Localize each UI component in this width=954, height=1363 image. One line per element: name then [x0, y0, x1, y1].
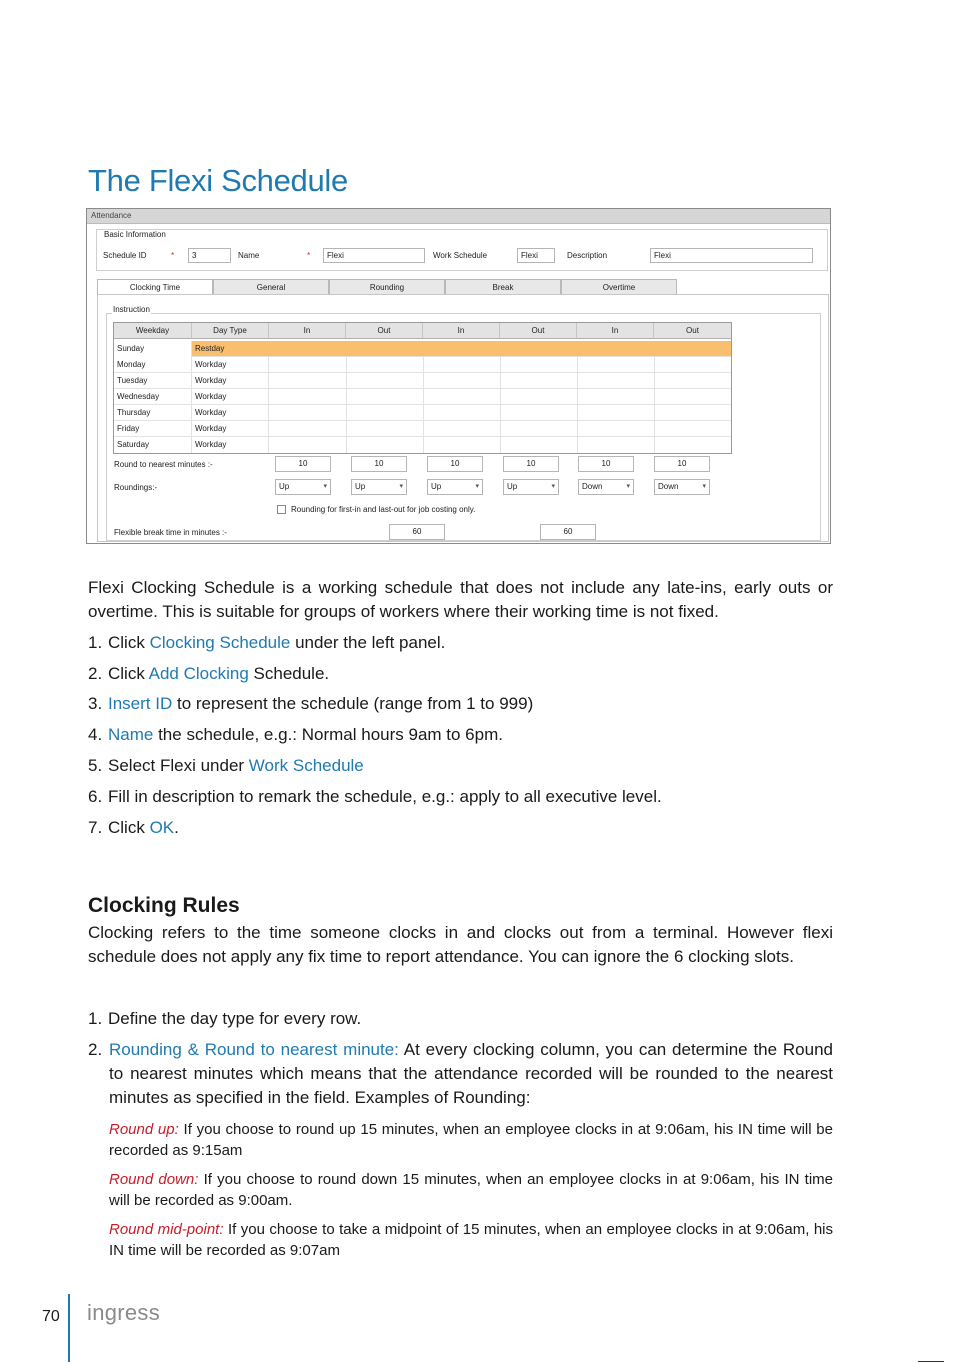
chevron-down-icon: ▾ — [399, 483, 403, 490]
list-number: 6. — [88, 787, 103, 806]
example-text: If you choose to take a midpoint of 15 minutes, when an employee clocks in at 9:06am, his IN time will be recorded as 9:07am — [109, 1221, 833, 1259]
rounding-value: Down — [658, 482, 679, 491]
daytype-cell[interactable]: Workday — [192, 373, 269, 389]
weekday-cell: Sunday — [114, 341, 192, 357]
footer-divider — [68, 1294, 70, 1362]
rounding-value: Up — [355, 482, 366, 491]
rounding-select[interactable] — [503, 479, 559, 495]
weekday-cell: Saturday — [114, 437, 192, 453]
example-label: Round mid-point: — [109, 1221, 224, 1238]
tab-overtime[interactable]: Overtime — [561, 279, 677, 295]
column-header[interactable]: In — [269, 323, 346, 339]
example-round-down — [109, 1169, 833, 1211]
step-link[interactable]: Name — [108, 725, 154, 744]
chevron-down-icon: ▾ — [626, 483, 630, 490]
column-header[interactable]: Weekday — [114, 323, 192, 339]
round-nearest-input[interactable]: 10 — [503, 456, 559, 472]
schedule-id-input[interactable]: 3 — [188, 248, 231, 263]
window-title-bar — [87, 209, 830, 224]
list-number: 3. — [88, 694, 103, 713]
rounding-link[interactable]: Rounding & Round to nearest minute: — [109, 1040, 399, 1059]
step-text: Click — [108, 818, 150, 837]
rounding-value: Up — [279, 482, 290, 491]
list-number: 1. — [88, 633, 103, 652]
chevron-down-icon: ▾ — [702, 483, 706, 490]
grid-divider — [423, 357, 424, 453]
page-title: The Flexi Schedule — [88, 163, 348, 198]
tab-clocking-time[interactable]: Clocking Time — [97, 279, 213, 295]
tab-break[interactable]: Break — [445, 279, 561, 295]
weekday-cell: Tuesday — [114, 373, 192, 389]
column-header[interactable]: Out — [654, 323, 731, 339]
job-costing-checkbox[interactable] — [277, 505, 286, 514]
step-text: . — [174, 818, 179, 837]
weekday-cell: Monday — [114, 357, 192, 373]
example-text: If you choose to round up 15 minutes, when an employee clocks in at 9:06am, his IN time will be recorded as 9:15am — [109, 1121, 833, 1159]
required-mark: * — [307, 251, 311, 260]
weekday-cell: Friday — [114, 421, 192, 437]
column-header[interactable]: In — [423, 323, 500, 339]
grid-divider — [654, 357, 655, 453]
section-heading: Clocking Rules — [88, 894, 240, 917]
round-nearest-input[interactable]: 10 — [351, 456, 407, 472]
step-text: the schedule, e.g.: Normal hours 9am to 6pm. — [153, 725, 503, 744]
step-text: Fill in description to remark the schedule, e.g.: apply to all executive level. — [108, 787, 662, 806]
step-link[interactable]: Work Schedule — [248, 756, 364, 775]
attendance-screenshot — [86, 208, 831, 544]
daytype-cell[interactable]: Restday — [195, 344, 225, 353]
job-costing-label: Rounding for first-in and last-out for job costing only. — [291, 505, 476, 514]
description-label: Description — [567, 251, 608, 260]
list-number: 5. — [88, 756, 103, 775]
chevron-down-icon: ▾ — [323, 483, 327, 490]
example-text: If you choose to round down 15 minutes, when an employee clocks in at 9:06am, his IN time will be recorded as 9:00am. — [109, 1171, 833, 1209]
rounding-value: Up — [431, 482, 442, 491]
daytype-cell[interactable]: Workday — [192, 405, 269, 421]
example-label: Round up: — [109, 1121, 179, 1138]
daytype-cell[interactable]: Workday — [192, 421, 269, 437]
step-text: to represent the schedule (range from 1 to 999) — [172, 694, 534, 713]
chevron-down-icon: ▾ — [551, 483, 555, 490]
column-header[interactable]: Day Type — [192, 323, 269, 339]
list-item — [88, 692, 533, 716]
grid-divider — [500, 357, 501, 453]
roundings-label: Roundings:- — [114, 483, 158, 492]
list-number: 2. — [88, 1040, 103, 1059]
name-input[interactable]: Flexi — [323, 248, 425, 263]
weekday-cell: Thursday — [114, 405, 192, 421]
work-schedule-label: Work Schedule — [433, 251, 488, 260]
item-text: Define the day type for every row. — [108, 1009, 362, 1028]
list-item — [109, 1038, 833, 1110]
list-number: 2. — [88, 664, 103, 683]
column-header[interactable]: Out — [500, 323, 577, 339]
list-item — [88, 816, 179, 840]
flex-break-input[interactable]: 60 — [540, 524, 596, 540]
list-item — [88, 631, 445, 655]
step-link[interactable]: Add Clocking — [148, 664, 249, 683]
example-round-up — [109, 1119, 833, 1161]
step-text: Click — [108, 664, 149, 683]
tab-general[interactable]: General — [213, 279, 329, 295]
item-text: At every clocking column, you can determine the Round to nearest minutes which means that the attendance recorded will be rounded to the nearest minutes as specified in the field. Examples of Rounding: — [109, 1040, 833, 1107]
step-text: Schedule. — [248, 664, 330, 683]
schedule-grid — [113, 322, 732, 454]
page-number: 70 — [42, 1308, 60, 1325]
list-item — [88, 754, 364, 778]
list-number: 7. — [88, 818, 103, 837]
rounding-value: Down — [582, 482, 603, 491]
window-title: Attendance — [91, 211, 132, 220]
list-item — [88, 785, 662, 809]
schedule-id-label: Schedule ID — [103, 251, 147, 260]
list-number: 4. — [88, 725, 103, 744]
name-label: Name — [238, 251, 260, 260]
round-nearest-input[interactable]: 10 — [654, 456, 710, 472]
step-text: Click — [108, 633, 150, 652]
flex-break-label: Flexible break time in minutes :- — [114, 528, 227, 537]
round-nearest-input[interactable]: 10 — [578, 456, 634, 472]
basic-info-label: Basic Information — [104, 230, 166, 239]
weekday-cell: Wednesday — [114, 389, 192, 405]
list-item — [88, 723, 503, 747]
rounding-select[interactable] — [427, 479, 483, 495]
daytype-cell[interactable]: Workday — [192, 389, 269, 405]
rounding-select[interactable] — [351, 479, 407, 495]
list-item — [88, 1007, 361, 1031]
example-round-midpoint — [109, 1219, 833, 1261]
instruction-label: Instruction — [113, 305, 150, 314]
step-link[interactable]: Insert ID — [108, 694, 173, 713]
clocking-rules-paragraph: Clocking refers to the time someone clocks in and clocks out from a terminal. However flexi schedule does not apply any fix time to report attendance. You can ignore the 6 clocking slots. — [88, 923, 833, 966]
ingress-logo: ingress — [87, 1300, 161, 1325]
column-header[interactable]: In — [577, 323, 654, 339]
column-header[interactable]: Out — [346, 323, 423, 339]
required-mark: * — [171, 251, 175, 260]
step-link[interactable]: OK — [149, 818, 175, 837]
round-nearest-label: Round to nearest minutes :- — [114, 460, 213, 469]
daytype-cell[interactable]: Workday — [192, 357, 269, 373]
grid-divider — [346, 357, 347, 453]
step-link[interactable]: Clocking Schedule — [149, 633, 291, 652]
description-input[interactable]: Flexi — [650, 248, 813, 263]
rounding-select[interactable] — [275, 479, 331, 495]
flex-break-input[interactable]: 60 — [389, 524, 445, 540]
example-label: Round down: — [109, 1171, 199, 1188]
daytype-cell[interactable]: Workday — [192, 437, 269, 453]
grid-divider — [577, 357, 578, 453]
chevron-down-icon: ▾ — [475, 483, 479, 490]
tab-rounding[interactable]: Rounding — [329, 279, 445, 295]
intro-paragraph: Flexi Clocking Schedule is a working schedule that does not include any late-ins, early outs or overtime. This is suitable for groups of workers where their working time is not fixed. — [88, 578, 833, 621]
round-nearest-input[interactable]: 10 — [275, 456, 331, 472]
rounding-select[interactable] — [654, 479, 710, 495]
list-item — [88, 662, 329, 686]
round-nearest-input[interactable]: 10 — [427, 456, 483, 472]
list-number: 1. — [88, 1009, 103, 1028]
corner-mark — [918, 1361, 944, 1362]
table-row[interactable] — [114, 341, 731, 357]
work-schedule-input[interactable]: Flexi — [517, 248, 555, 263]
step-text: under the left panel. — [290, 633, 446, 652]
rounding-value: Up — [507, 482, 518, 491]
step-text: Select Flexi under — [108, 756, 249, 775]
rounding-select[interactable] — [578, 479, 634, 495]
